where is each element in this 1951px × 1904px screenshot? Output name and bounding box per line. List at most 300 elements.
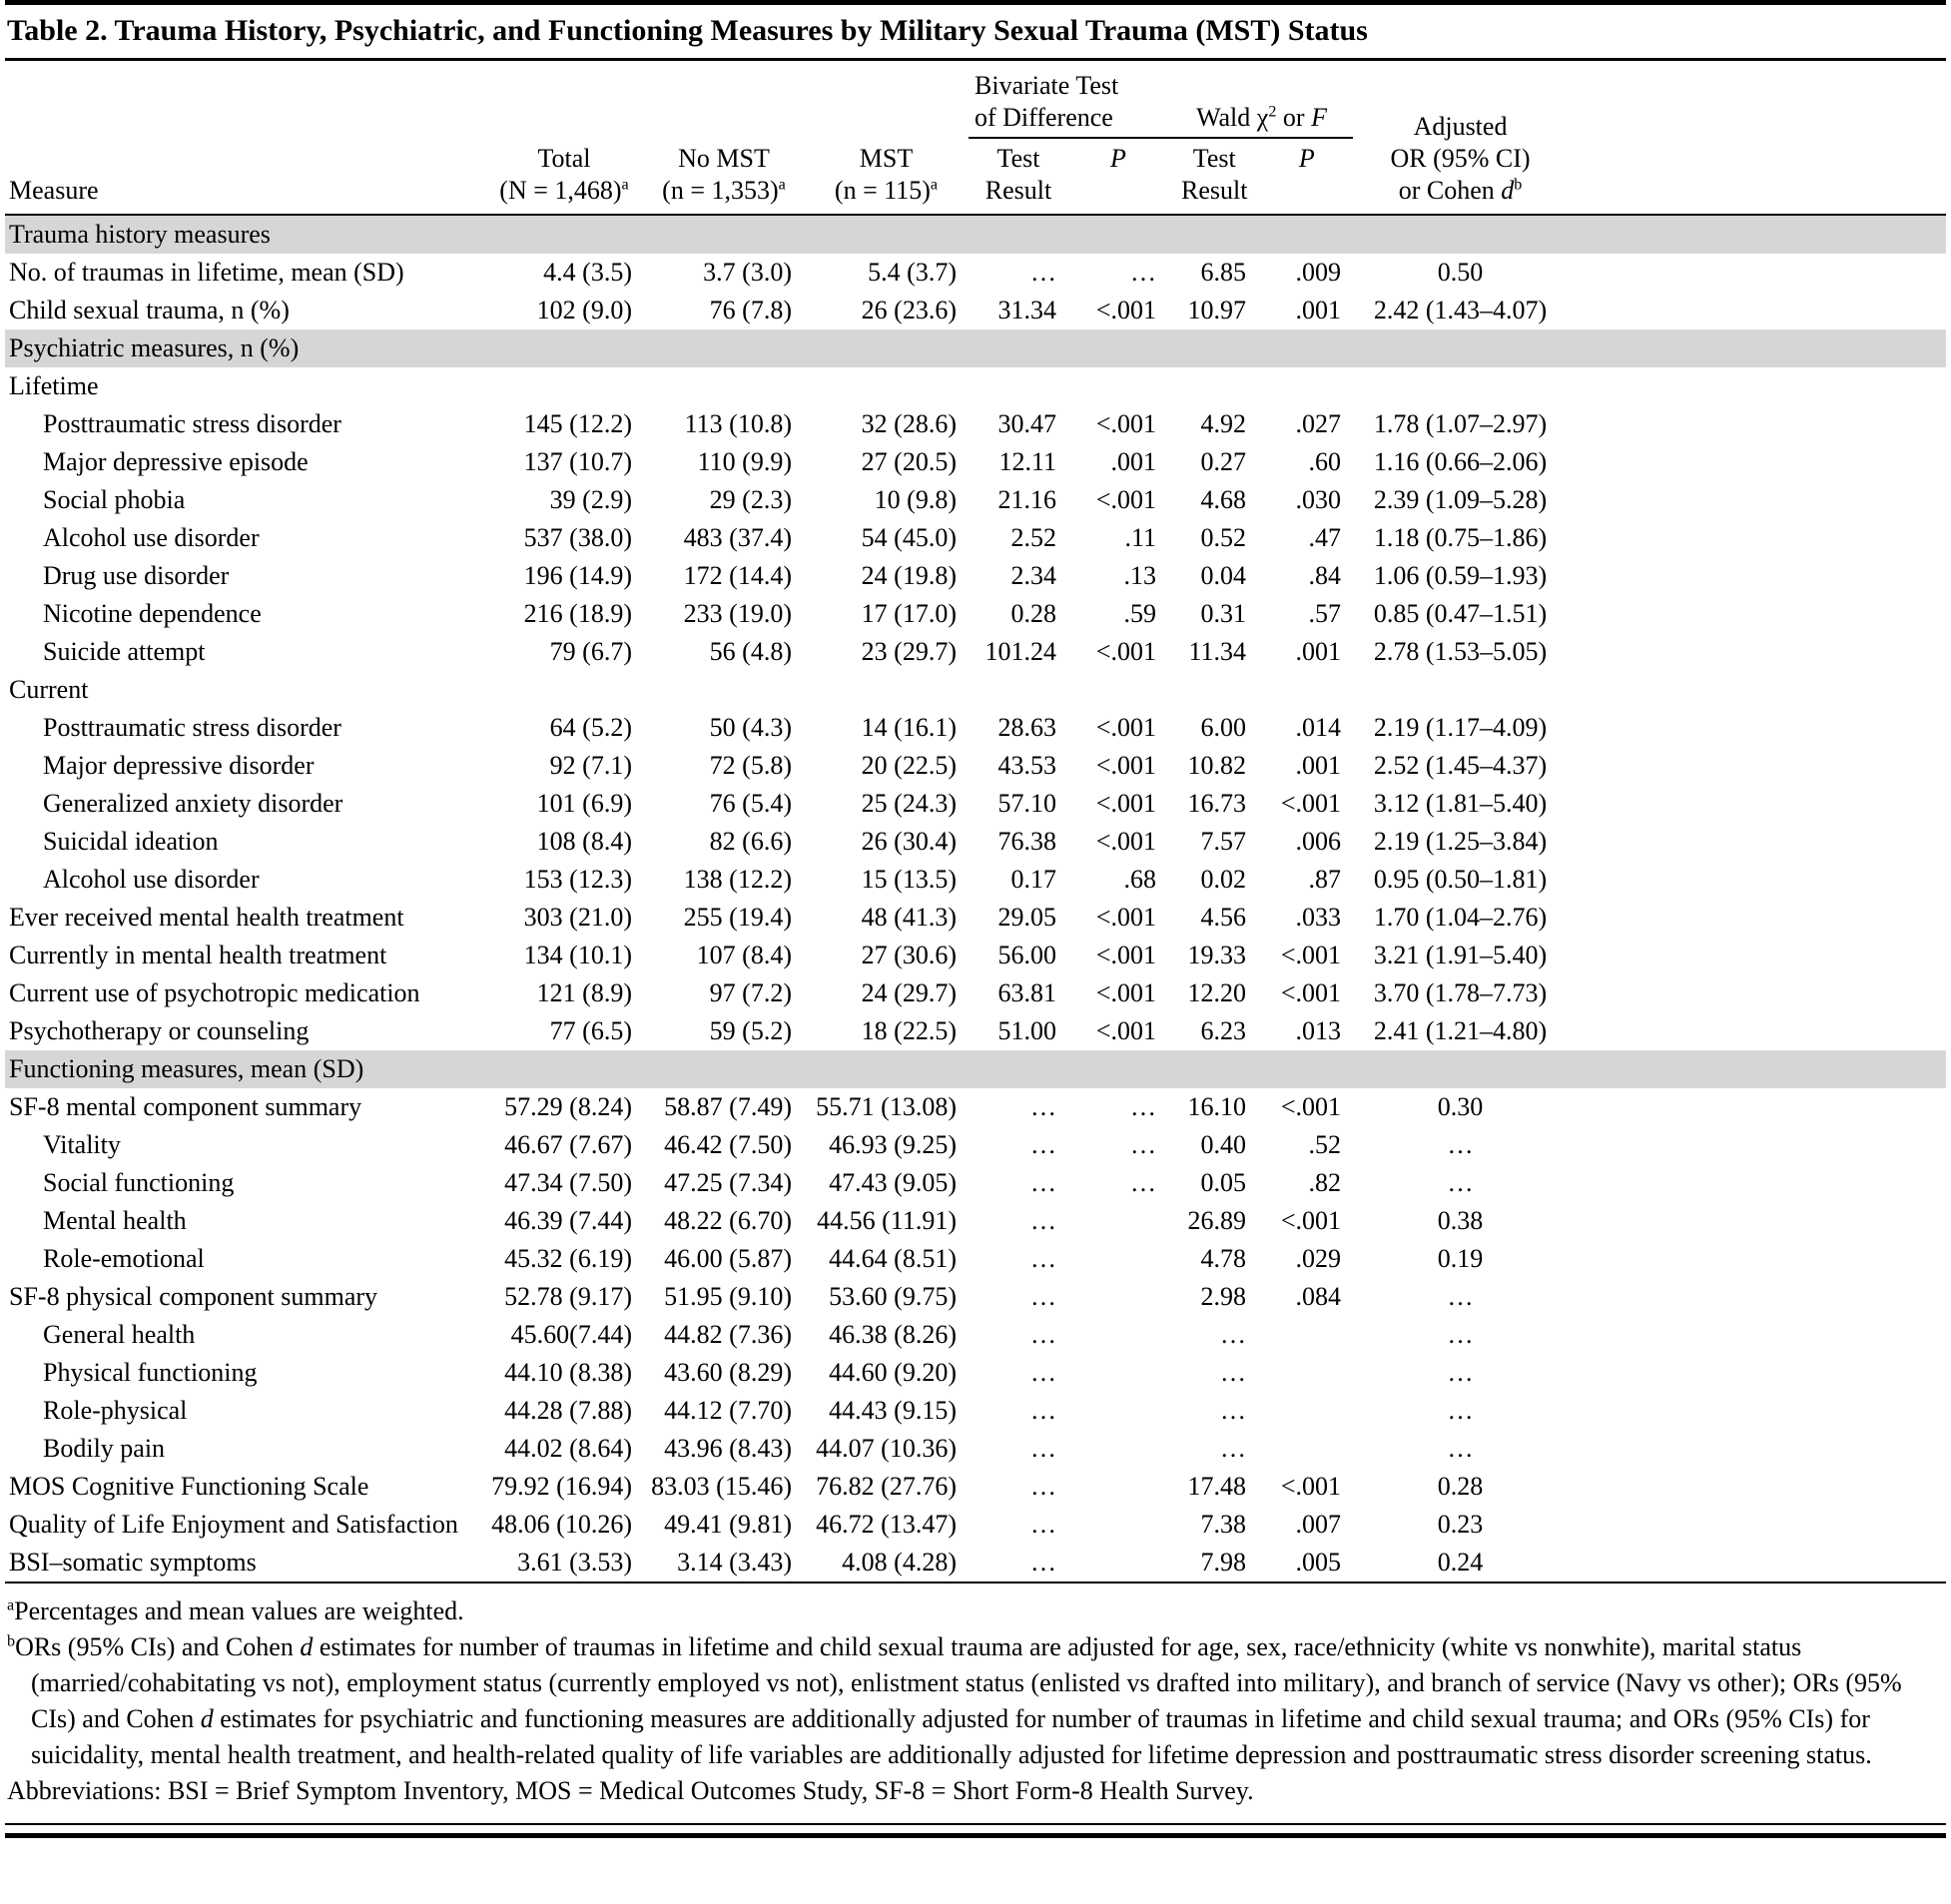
value-cell: 0.50 <box>1437 258 1484 287</box>
value-cell: 76 (5.4) <box>709 789 792 818</box>
value-cell: .084 <box>1295 1282 1342 1311</box>
value-cell <box>1068 1468 1168 1506</box>
spacer-cell <box>1568 747 1946 785</box>
value-cell: 44.10 (8.38) <box>504 1358 632 1387</box>
measure-label: No. of traumas in lifetime, mean (SD) <box>9 258 404 287</box>
value-cell: 0.04 <box>1200 561 1246 590</box>
subheader-label: Lifetime <box>9 371 99 400</box>
value-cell: 64 (5.2) <box>549 713 632 742</box>
value-cell: 51.00 <box>997 1016 1056 1045</box>
value-cell: .001 <box>1295 637 1342 666</box>
spacer-column <box>1568 61 1946 215</box>
spacer-cell <box>1568 709 1946 747</box>
value-cell: 7.57 <box>1200 827 1246 856</box>
value-cell: <.001 <box>1095 713 1156 742</box>
value-cell: … <box>1447 1320 1474 1349</box>
value-cell: 303 (21.0) <box>523 903 632 932</box>
value-cell: .59 <box>1123 599 1156 628</box>
value-cell: .030 <box>1295 485 1342 514</box>
value-cell: 63.81 <box>997 978 1056 1007</box>
value-cell: 54 (45.0) <box>861 523 957 552</box>
value-cell: 19.33 <box>1187 941 1246 969</box>
value-cell: … <box>1130 1168 1156 1197</box>
value-cell: 44.82 (7.36) <box>664 1320 792 1349</box>
table-row <box>5 785 1946 823</box>
value-cell: … <box>1030 1472 1056 1501</box>
measure-label: Major depressive episode <box>43 447 309 476</box>
value-cell: <.001 <box>1095 409 1156 438</box>
value-cell: 46.00 (5.87) <box>664 1244 792 1273</box>
value-cell: 92 (7.1) <box>549 751 632 780</box>
value-cell: … <box>1030 1282 1056 1311</box>
value-cell: … <box>1030 1092 1056 1121</box>
value-cell: … <box>1030 1434 1056 1463</box>
value-cell: 3.61 (3.53) <box>517 1548 632 1577</box>
value-cell: 44.12 (7.70) <box>664 1396 792 1425</box>
value-cell <box>1068 1240 1168 1278</box>
value-cell: 46.72 (13.47) <box>816 1510 957 1539</box>
value-cell: 16.73 <box>1187 789 1246 818</box>
value-cell: … <box>1220 1320 1246 1349</box>
value-cell: 3.21 (1.91–5.40) <box>1373 941 1548 969</box>
value-cell: 97 (7.2) <box>709 978 792 1007</box>
value-cell: … <box>1030 1206 1056 1235</box>
value-cell: 2.39 (1.09–5.28) <box>1373 485 1548 514</box>
measure-label: SF-8 mental component summary <box>9 1092 362 1121</box>
spacer-cell <box>1568 1506 1946 1544</box>
value-cell: .033 <box>1295 903 1342 932</box>
value-cell: <.001 <box>1095 827 1156 856</box>
value-cell: 26 (30.4) <box>861 827 957 856</box>
section-row <box>5 1050 1946 1088</box>
value-cell: 1.78 (1.07–2.97) <box>1373 409 1548 438</box>
value-cell: 48.22 (6.70) <box>664 1206 792 1235</box>
spacer-cell <box>1568 1354 1946 1392</box>
value-cell: <.001 <box>1095 978 1156 1007</box>
spacer-cell <box>1568 557 1946 595</box>
table-row <box>5 747 1946 785</box>
value-cell: 2.78 (1.53–5.05) <box>1373 637 1548 666</box>
value-cell: 537 (38.0) <box>523 523 632 552</box>
value-cell: .60 <box>1308 447 1342 476</box>
value-cell: 255 (19.4) <box>683 903 792 932</box>
measure-label: Posttraumatic stress disorder <box>43 713 341 742</box>
value-cell: 76.38 <box>997 827 1056 856</box>
value-cell: 27 (30.6) <box>861 941 957 969</box>
value-cell: 0.17 <box>1010 865 1056 894</box>
spacer-cell <box>1568 1392 1946 1430</box>
spacer-cell <box>1568 899 1946 937</box>
value-cell: 46.39 (7.44) <box>504 1206 632 1235</box>
value-cell: 28.63 <box>997 713 1056 742</box>
measure-label: Currently in mental health treatment <box>9 941 387 969</box>
col-header-no-mst: No MST (n = 1,353)$^a$ <box>644 61 804 215</box>
measure-label: Physical functioning <box>43 1358 258 1387</box>
value-cell: 47.25 (7.34) <box>664 1168 792 1197</box>
value-cell: 134 (10.1) <box>523 941 632 969</box>
value-cell: … <box>1030 1320 1056 1349</box>
value-cell: … <box>1447 1434 1474 1463</box>
value-cell: 1.06 (0.59–1.93) <box>1373 561 1548 590</box>
measure-label: Nicotine dependence <box>43 599 262 628</box>
value-cell: 101.24 <box>984 637 1056 666</box>
measure-label: Social functioning <box>43 1168 235 1197</box>
value-cell: 153 (12.3) <box>523 865 632 894</box>
table-row <box>5 899 1946 937</box>
value-cell: 0.85 (0.47–1.51) <box>1373 599 1548 628</box>
value-cell: 44.43 (9.15) <box>829 1396 957 1425</box>
value-cell: 0.40 <box>1200 1130 1246 1159</box>
value-cell: 56 (4.8) <box>709 637 792 666</box>
table-row <box>5 1164 1946 1202</box>
value-cell: 30.47 <box>997 409 1056 438</box>
value-cell: 3.14 (3.43) <box>677 1548 792 1577</box>
value-cell: … <box>1447 1282 1474 1311</box>
value-cell: 57.10 <box>997 789 1056 818</box>
table-row <box>5 1392 1946 1430</box>
measure-label: Ever received mental health treatment <box>9 903 404 932</box>
value-cell: 16.10 <box>1187 1092 1246 1121</box>
value-cell: .52 <box>1308 1130 1342 1159</box>
table-row <box>5 481 1946 519</box>
value-cell: 24 (29.7) <box>861 978 957 1007</box>
value-cell: 1.70 (1.04–2.76) <box>1373 903 1548 932</box>
value-cell: 56.00 <box>997 941 1056 969</box>
value-cell: … <box>1030 1168 1056 1197</box>
header-row <box>5 61 1946 215</box>
value-cell: 0.30 <box>1437 1092 1484 1121</box>
value-cell: .007 <box>1295 1510 1342 1539</box>
section-label: Trauma history measures <box>5 215 1946 254</box>
value-cell <box>1258 1392 1353 1430</box>
value-cell: 12.20 <box>1187 978 1246 1007</box>
measure-label: Suicidal ideation <box>43 827 219 856</box>
value-cell: <.001 <box>1095 637 1156 666</box>
value-cell: … <box>1220 1396 1246 1425</box>
value-cell: 39 (2.9) <box>549 485 632 514</box>
table-body <box>5 215 1946 1583</box>
value-cell: … <box>1220 1358 1246 1387</box>
value-cell: 46.38 (8.26) <box>829 1320 957 1349</box>
value-cell: 50 (4.3) <box>709 713 792 742</box>
col-header-total: Total (N = 1,468)$^a$ <box>484 61 644 215</box>
value-cell: 26.89 <box>1187 1206 1246 1235</box>
spacer-cell <box>1568 861 1946 899</box>
col-header-adjusted-or: Adjusted OR (95% CI) or Cohen $d^b$ <box>1353 61 1568 215</box>
footnote-marker-b: b <box>7 1632 16 1650</box>
value-cell: <.001 <box>1095 296 1156 324</box>
value-cell: 121 (8.9) <box>536 978 632 1007</box>
measure-label: General health <box>43 1320 196 1349</box>
footnote: $^b$ORs (95% CIs) and Cohen d estimates for number of traumas in lifetime and child sexual trauma are adjusted for age, sex, race/ethnicity (white vs nonwhite), marital status (married/cohabitating vs not), employment status (currently employed vs not), enlistment status (enlisted vs drafted into military), and branch of service (Navy vs other); ORs (95% CIs) and Cohen d estimates for psychiatric and functioning measures are additionally adjusted for number of traumas in lifetime and child sexual trauma; and ORs (95% CIs) for suicidality, mental health treatment, and health-related quality of life variables are additionally adjusted for lifetime depression and posttraumatic stress disorder screening status. <box>7 1632 1902 1769</box>
table-row <box>5 1012 1946 1050</box>
value-cell: 15 (13.5) <box>861 865 957 894</box>
value-cell: <.001 <box>1280 978 1342 1007</box>
value-cell: 0.31 <box>1200 599 1246 628</box>
value-cell: 31.34 <box>997 296 1056 324</box>
value-cell: .013 <box>1295 1016 1342 1045</box>
value-cell: <.001 <box>1095 789 1156 818</box>
value-cell <box>1068 1544 1168 1583</box>
value-cell: 29.05 <box>997 903 1056 932</box>
value-cell <box>1068 1392 1168 1430</box>
value-cell: 29 (2.3) <box>709 485 792 514</box>
value-cell: 7.38 <box>1200 1510 1246 1539</box>
value-cell: .005 <box>1295 1548 1342 1577</box>
subheader-row <box>5 671 1946 709</box>
value-cell: 0.52 <box>1200 523 1246 552</box>
bottom-rule <box>5 1823 1946 1838</box>
spacer-cell <box>1568 1202 1946 1240</box>
value-cell: <.001 <box>1280 941 1342 969</box>
footnote-marker-a: a <box>7 1596 15 1614</box>
value-cell: .006 <box>1295 827 1342 856</box>
measure-label: Bodily pain <box>43 1434 166 1463</box>
value-cell: … <box>1030 1358 1056 1387</box>
value-cell: 55.71 (13.08) <box>816 1092 957 1121</box>
value-cell: … <box>1030 1130 1056 1159</box>
footnote: Abbreviations: BSI = Brief Symptom Inventory, MOS = Medical Outcomes Study, SF-8 = Short Form-8 Health Survey. <box>7 1776 1254 1805</box>
spacer-cell <box>1568 1126 1946 1164</box>
table-row <box>5 1316 1946 1354</box>
value-cell: .47 <box>1308 523 1342 552</box>
value-cell: .001 <box>1295 296 1342 324</box>
value-cell: .014 <box>1295 713 1342 742</box>
value-cell: 0.24 <box>1437 1548 1484 1577</box>
subcol-test-result: Test Result <box>1181 144 1248 205</box>
spacer-cell <box>1568 254 1946 292</box>
value-cell: … <box>1130 1092 1156 1121</box>
value-cell <box>1068 1354 1168 1392</box>
value-cell <box>1068 1316 1168 1354</box>
value-cell: <.001 <box>1095 941 1156 969</box>
spacer-cell <box>1568 823 1946 861</box>
value-cell: 0.95 (0.50–1.81) <box>1373 865 1548 894</box>
table-row <box>5 405 1946 443</box>
value-cell: <.001 <box>1280 789 1342 818</box>
value-cell: 0.28 <box>1010 599 1056 628</box>
spacer-cell <box>1568 443 1946 481</box>
value-cell: … <box>1447 1358 1474 1387</box>
value-cell: 45.32 (6.19) <box>504 1244 632 1273</box>
value-cell: 21.16 <box>997 485 1056 514</box>
value-cell: 10.97 <box>1187 296 1246 324</box>
value-cell: … <box>1447 1396 1474 1425</box>
measure-label: Generalized anxiety disorder <box>43 789 343 818</box>
table-row <box>5 709 1946 747</box>
value-cell: 483 (37.4) <box>683 523 792 552</box>
value-cell: <.001 <box>1095 1016 1156 1045</box>
value-cell: .68 <box>1123 865 1156 894</box>
value-cell: 20 (22.5) <box>861 751 957 780</box>
measure-label: Vitality <box>43 1130 121 1159</box>
table-row <box>5 1088 1946 1126</box>
value-cell: <.001 <box>1095 751 1156 780</box>
measure-label: BSI–somatic symptoms <box>9 1548 257 1577</box>
table-row <box>5 633 1946 671</box>
value-cell: 1.18 (0.75–1.86) <box>1373 523 1548 552</box>
footnote-marker-a: a <box>621 176 629 194</box>
spacer-cell <box>1568 1088 1946 1126</box>
value-cell: 108 (8.4) <box>536 827 632 856</box>
value-cell: 77 (6.5) <box>549 1016 632 1045</box>
table-row <box>5 595 1946 633</box>
value-cell: 27 (20.5) <box>861 447 957 476</box>
footnotes <box>5 1584 1946 1817</box>
subheader-label: Current <box>9 675 89 704</box>
value-cell: 32 (28.6) <box>861 409 957 438</box>
measure-label: Suicide attempt <box>43 637 206 666</box>
value-cell: 6.85 <box>1200 258 1246 287</box>
measure-label: Role-physical <box>43 1396 188 1425</box>
value-cell: 47.43 (9.05) <box>829 1168 957 1197</box>
value-cell: … <box>1030 1548 1056 1577</box>
value-cell: 79.92 (16.94) <box>491 1472 632 1501</box>
value-cell: … <box>1030 258 1056 287</box>
spacer-cell <box>1568 937 1946 974</box>
value-cell: <.001 <box>1280 1092 1342 1121</box>
value-cell: 10 (9.8) <box>874 485 957 514</box>
spacer-cell <box>1568 1468 1946 1506</box>
spacer-cell <box>1568 633 1946 671</box>
value-cell: .57 <box>1308 599 1342 628</box>
value-cell: … <box>1220 1434 1246 1463</box>
measure-label: Major depressive disorder <box>43 751 315 780</box>
value-cell: 3.12 (1.81–5.40) <box>1373 789 1548 818</box>
value-cell: 76 (7.8) <box>709 296 792 324</box>
value-cell: 47.34 (7.50) <box>504 1168 632 1197</box>
value-cell: 44.28 (7.88) <box>504 1396 632 1425</box>
subcol-p: P <box>1298 144 1315 173</box>
value-cell: … <box>1030 1244 1056 1273</box>
value-cell: 45.60(7.44) <box>510 1320 632 1349</box>
spacer-cell <box>1568 481 1946 519</box>
value-cell: 14 (16.1) <box>861 713 957 742</box>
value-cell: 43.60 (8.29) <box>664 1358 792 1387</box>
value-cell: .87 <box>1308 865 1342 894</box>
value-cell: 233 (19.0) <box>683 599 792 628</box>
value-cell: 107 (8.4) <box>696 941 792 969</box>
value-cell: .001 <box>1110 447 1156 476</box>
measure-label: Alcohol use disorder <box>43 523 260 552</box>
value-cell: 43.96 (8.43) <box>664 1434 792 1463</box>
value-cell: 138 (12.2) <box>683 865 792 894</box>
measure-label: Social phobia <box>43 485 186 514</box>
value-cell: .82 <box>1308 1168 1342 1197</box>
value-cell: 4.56 <box>1200 903 1246 932</box>
col-group-bivariate-test <box>969 61 1168 215</box>
value-cell <box>1068 1506 1168 1544</box>
value-cell: 6.23 <box>1200 1016 1246 1045</box>
section-label: Psychiatric measures, n (%) <box>5 329 1946 367</box>
value-cell: 82 (6.6) <box>709 827 792 856</box>
spacer-cell <box>1568 1316 1946 1354</box>
section-row <box>5 215 1946 254</box>
spacer-cell <box>1568 1278 1946 1316</box>
table-row <box>5 1430 1946 1468</box>
value-cell: 51.95 (9.10) <box>664 1282 792 1311</box>
value-cell: 11.34 <box>1188 637 1246 666</box>
value-cell: 2.41 (1.21–4.80) <box>1373 1016 1548 1045</box>
table-row <box>5 292 1946 329</box>
measure-label: Role-emotional <box>43 1244 205 1273</box>
measure-label: SF-8 physical component summary <box>9 1282 378 1311</box>
spacer-cell <box>1568 595 1946 633</box>
value-cell: <.001 <box>1095 903 1156 932</box>
value-cell: 83.03 (15.46) <box>651 1472 792 1501</box>
table-row <box>5 1240 1946 1278</box>
value-cell: 79 (6.7) <box>549 637 632 666</box>
value-cell: 0.19 <box>1437 1244 1484 1273</box>
measures-table <box>5 61 1946 1584</box>
value-cell: 0.05 <box>1200 1168 1246 1197</box>
value-cell: <.001 <box>1095 485 1156 514</box>
value-cell: 25 (24.3) <box>861 789 957 818</box>
value-cell: 4.4 (3.5) <box>543 258 632 287</box>
col-header-measure: Measure <box>5 61 484 215</box>
value-cell: <.001 <box>1280 1472 1342 1501</box>
value-cell: 24 (19.8) <box>861 561 957 590</box>
table-row <box>5 1126 1946 1164</box>
value-cell: 59 (5.2) <box>709 1016 792 1045</box>
table-row <box>5 974 1946 1012</box>
spacer-cell <box>1568 1544 1946 1583</box>
value-cell: 6.00 <box>1200 713 1246 742</box>
value-cell: 145 (12.2) <box>523 409 632 438</box>
subheader-row <box>5 367 1946 405</box>
subcol-test-result: Test Result <box>984 144 1052 205</box>
spacer-cell <box>1568 1430 1946 1468</box>
value-cell <box>1068 1278 1168 1316</box>
spacer-cell <box>1568 1240 1946 1278</box>
value-cell: .11 <box>1124 523 1156 552</box>
value-cell <box>1258 1430 1353 1468</box>
measure-label: Posttraumatic stress disorder <box>43 409 341 438</box>
value-cell: 2.98 <box>1200 1282 1246 1311</box>
value-cell: 12.11 <box>998 447 1056 476</box>
measure-label: MOS Cognitive Functioning Scale <box>9 1472 369 1501</box>
value-cell: 44.02 (8.64) <box>504 1434 632 1463</box>
value-cell: 48 (41.3) <box>861 903 957 932</box>
value-cell: 0.02 <box>1200 865 1246 894</box>
table-row <box>5 1354 1946 1392</box>
measure-label: Drug use disorder <box>43 561 230 590</box>
value-cell: .13 <box>1123 561 1156 590</box>
subcol-p: P <box>1110 144 1126 173</box>
col-header-mst: MST (n = 115)$^a$ <box>804 61 969 215</box>
value-cell: 53.60 (9.75) <box>829 1282 957 1311</box>
value-cell: .001 <box>1295 751 1342 780</box>
value-cell: <.001 <box>1280 1206 1342 1235</box>
value-cell: … <box>1130 258 1156 287</box>
value-cell <box>1068 1202 1168 1240</box>
table-row <box>5 861 1946 899</box>
measure-label: Current use of psychotropic medication <box>9 978 420 1007</box>
value-cell: 2.52 <box>1010 523 1056 552</box>
table-row <box>5 1506 1946 1544</box>
value-cell: 2.19 (1.17–4.09) <box>1373 713 1548 742</box>
value-cell: 58.87 (7.49) <box>664 1092 792 1121</box>
table-row <box>5 254 1946 292</box>
value-cell: … <box>1447 1130 1474 1159</box>
value-cell: 23 (29.7) <box>861 637 957 666</box>
value-cell: 44.07 (10.36) <box>816 1434 957 1463</box>
footnote-marker-a: a <box>778 176 786 194</box>
value-cell: 101 (6.9) <box>536 789 632 818</box>
value-cell: 2.34 <box>1010 561 1056 590</box>
value-cell: 46.93 (9.25) <box>829 1130 957 1159</box>
measure-label: Mental health <box>43 1206 187 1235</box>
